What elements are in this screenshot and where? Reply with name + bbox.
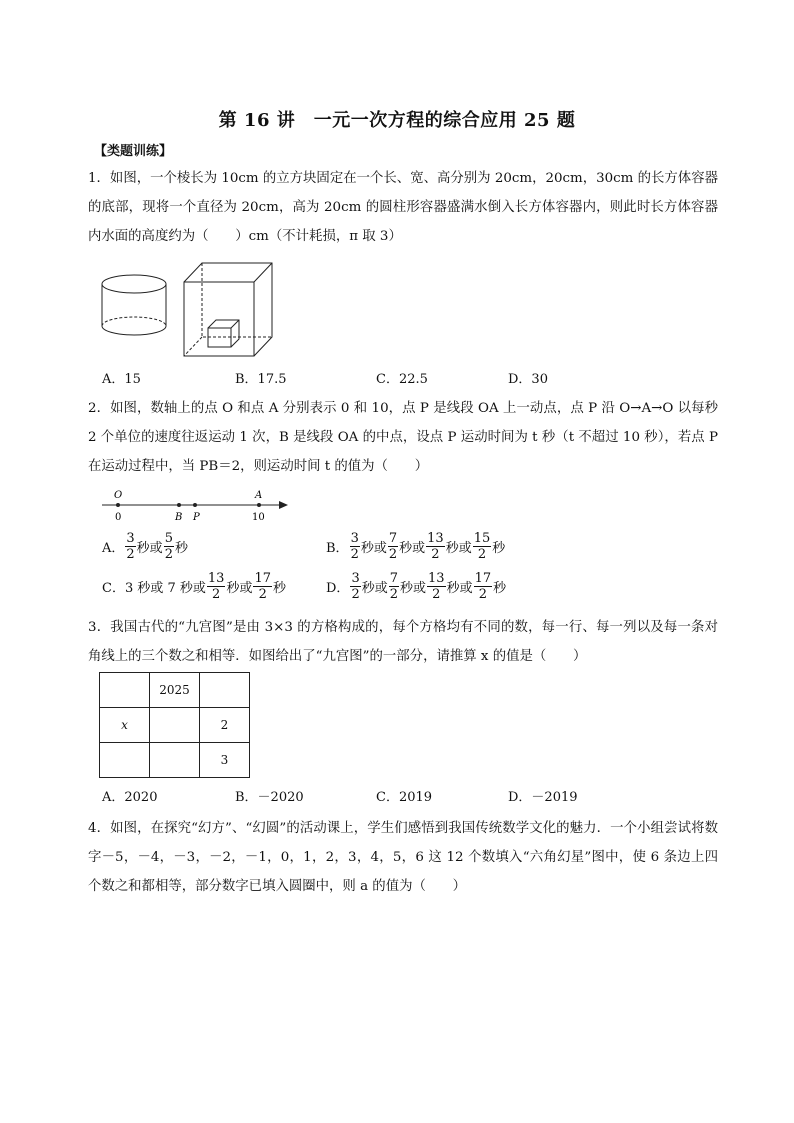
question-number: 3． (88, 620, 111, 635)
grid-cell (200, 673, 250, 708)
question-number: 1． (88, 171, 110, 186)
option-c[interactable]: C．2019 (376, 790, 433, 805)
grid-cell: 2025 (150, 673, 200, 708)
option-c[interactable] (102, 571, 286, 602)
question-number: 4． (88, 821, 111, 836)
fraction: $\frac{13}{2}$ (207, 571, 225, 602)
fraction: $\frac{13}{2}$ (428, 571, 445, 602)
option-b[interactable] (326, 531, 505, 562)
option-text: 秒 (492, 541, 506, 556)
option-text: 秒 (174, 541, 188, 556)
grid-cell: x (100, 708, 150, 743)
cuboid-container-figure (184, 263, 272, 356)
question-4 (88, 814, 718, 901)
option-label: C．3 秒或 7 秒或 (102, 581, 206, 596)
fraction: $\frac{3}{2}$ (126, 531, 135, 562)
label-a: A (255, 490, 263, 501)
option-d[interactable] (326, 571, 506, 602)
option-label: B． (326, 541, 349, 556)
label-zero: 0 (115, 512, 122, 523)
grid-cell (150, 708, 200, 743)
option-b[interactable]: B．－2020 (235, 790, 304, 805)
grid-cell: 2 (200, 708, 250, 743)
fraction: $\frac{13}{2}$ (427, 531, 444, 562)
option-d[interactable]: D．30 (508, 372, 548, 387)
grid-row (100, 673, 250, 708)
option-text: 秒或 (136, 541, 163, 556)
point-p (193, 503, 197, 507)
option-c[interactable]: C．22.5 (376, 372, 428, 387)
option-text: 秒或 (360, 541, 387, 556)
point-a (257, 503, 261, 507)
grid-row (100, 743, 250, 778)
label-o: O (114, 490, 123, 501)
option-text: 秒或 (226, 581, 253, 596)
question-1 (88, 164, 718, 251)
option-a[interactable]: A．15 (102, 372, 141, 387)
label-b: B (175, 512, 183, 523)
option-text: 秒 (493, 581, 507, 596)
question-text: 如图，一个棱长为 10cm 的立方块固定在一个长、宽、高分别为 20cm，20cm，30cm 的长方体容器的底部，现将一个直径为 20cm，高为 20cm 的圆柱形容器盛满水倒入长方体容器内，则此时长方体容器内水面的高度约为（ ）cm（不计耗损，π 取 3） (88, 171, 718, 244)
grid-cell (150, 743, 200, 778)
option-text: 秒或 (400, 581, 427, 596)
fraction: $\frac{5}{2}$ (164, 531, 173, 562)
point-o (116, 503, 120, 507)
option-d[interactable]: D．－2019 (508, 790, 578, 805)
fraction: $\frac{17}{2}$ (474, 571, 492, 602)
grid-row (100, 708, 250, 743)
nine-palace-grid (99, 672, 250, 778)
option-text: 秒或 (446, 581, 473, 596)
option-a[interactable]: A．2020 (102, 790, 158, 805)
fraction: $\frac{15}{2}$ (473, 531, 491, 562)
option-text: 秒或 (399, 541, 426, 556)
arrow-icon (279, 501, 288, 509)
option-label: D． (326, 581, 350, 596)
fraction: $\frac{17}{2}$ (254, 571, 271, 602)
page-title: 第 16 讲 一元一次方程的综合应用 25 题 (218, 110, 576, 131)
question-3 (88, 613, 718, 671)
option-text: 秒或 (361, 581, 388, 596)
question-number: 2． (88, 401, 111, 416)
label-ten: 10 (252, 512, 265, 523)
question-text: 如图，在探究“幻方”、“幻圆”的活动课上，学生们感悟到我国传统数学文化的魅力．一个小组尝试将数字－5，－4，－3，－2，－1，0，1，2，3，4，5，6 这 12 个数填入“六角幻星”图中，使 6 条边上四个数之和都相等，部分数字已填入圆圈中，则 a 的值为（ ） (88, 821, 718, 894)
grid-cell (100, 673, 150, 708)
cylinder-figure (102, 275, 166, 335)
option-text: 秒 (273, 581, 287, 596)
question-text: 我国古代的“九宫图”是由 3×3 的方格构成的，每个方格均有不同的数，每一行、每一列以及每一条对角线上的三个数之和相等．如图给出了“九宫图”的一部分，请推算 x 的值是（ ） (88, 620, 718, 664)
question-1-figure (96, 258, 286, 360)
question-text: 如图，数轴上的点 O 和点 A 分别表示 0 和 10，点 P 是线段 OA 上一动点，点 P 沿 O→A→O 以每秒 2 个单位的速度往返运动 1 次，B 是线段 OA 的中点，设点 P 运动时间为 t 秒（t 不超过 10 秒），若点 P 在运动过程中，当 PB＝2，则运动时间 t 的值为（ ） (88, 401, 718, 474)
label-p: P (193, 512, 200, 523)
option-a[interactable] (102, 531, 188, 562)
fraction: $\frac{3}{2}$ (350, 531, 359, 562)
option-label: A． (102, 541, 125, 556)
fraction: $\frac{3}{2}$ (351, 571, 360, 602)
fraction: $\frac{7}{2}$ (388, 531, 398, 562)
question-2 (88, 394, 718, 481)
grid-cell: 3 (200, 743, 250, 778)
section-label: 【类题训练】 (94, 144, 173, 159)
number-line-figure (98, 486, 294, 526)
grid-cell (100, 743, 150, 778)
point-b (177, 503, 181, 507)
option-text: 秒或 (445, 541, 472, 556)
option-b[interactable]: B．17.5 (235, 372, 287, 387)
fraction: $\frac{7}{2}$ (389, 571, 399, 602)
